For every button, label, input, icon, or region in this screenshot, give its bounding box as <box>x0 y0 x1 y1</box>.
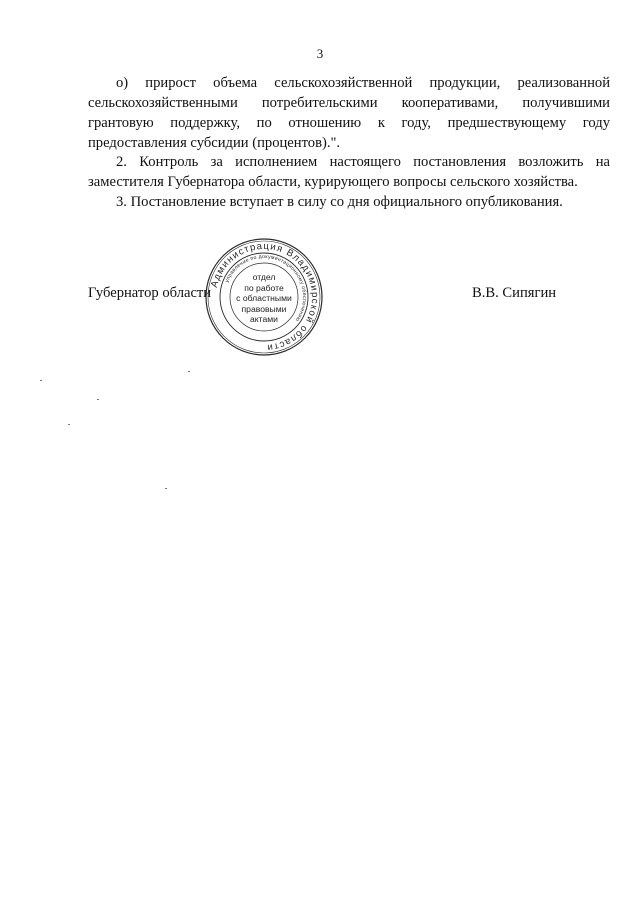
signatory-name: В.В. Сипягин <box>472 285 557 301</box>
stamp-outer-text: Администрация Владимирской области <box>208 240 321 354</box>
page-number: 3 <box>316 46 324 61</box>
paragraph-2: 2. Контроль за исполнением настоящего постановления возложить на заместителя Губернатора области, курирующего вопросы сельского хозяйства. <box>88 154 610 190</box>
official-stamp <box>204 237 324 357</box>
stamp-center-line: актами <box>250 314 278 324</box>
stamp-center-line: отдел <box>252 272 276 282</box>
paragraph-3: 3. Постановление вступает в силу со дня официального опубликования. <box>116 194 563 210</box>
signatory-position: Губернатор области <box>88 285 212 301</box>
stamp-center-line: правовыми <box>241 303 287 314</box>
scan-speck <box>188 371 190 372</box>
scan-speck <box>97 399 99 400</box>
stamp-center-line: по работе <box>244 282 284 293</box>
stamp-inner-ring-text: управление по документационному обеспечению <box>224 253 308 323</box>
stamp-center-line: с областными <box>236 293 292 303</box>
paragraph-o: о) прирост объема сельскохозяйственной продукции, реализованной сельскохозяйственными потребительскими кооперативами, получившими грантовую поддержку, по отношению к году, предшествующему году предоставления субсидии (процентов).". <box>88 75 610 151</box>
scan-speck <box>40 380 42 381</box>
scan-speck <box>165 488 167 489</box>
scan-speck <box>68 424 70 425</box>
stamp-center-text <box>226 272 302 325</box>
